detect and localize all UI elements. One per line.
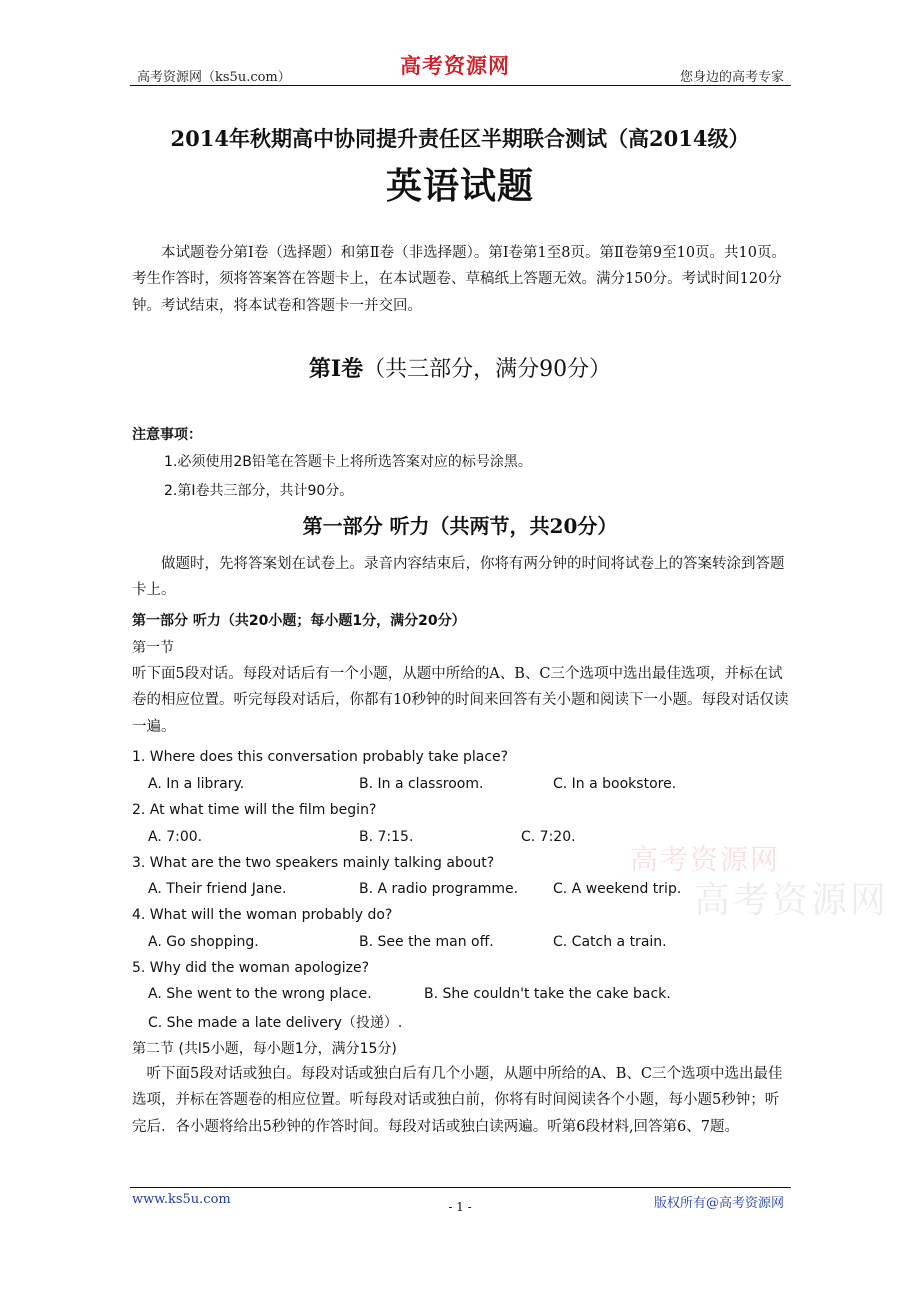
question-2-option-b: B. 7:15. [359, 829, 414, 845]
note-item-1: 1.必须使用2B铅笔在答题卡上将所选答案对应的标号涂黑。 [164, 454, 532, 470]
question-4-option-c: C. Catch a train. [553, 934, 667, 950]
question-5-option-a: A. She went to the wrong place. [148, 986, 372, 1002]
watermark-line-2: 高考资源网 [694, 880, 890, 921]
header-site-name: 高考资源网（ks5u.com） [137, 70, 291, 85]
question-3-option-c: C. A weekend trip. [553, 881, 682, 897]
part-1-instruction: 做题时，先将答案划在试卷上。录音内容结束后，你将有两分钟的时间将试卷上的答案转涂到答题卡上。 [132, 556, 785, 599]
section-a-title: 第一节 [132, 640, 174, 656]
question-1: 1. Where does this conversation probably take place? [132, 749, 509, 765]
footer-link[interactable]: www.ks5u.com [132, 1192, 231, 1207]
section-1-title-rest: （共三部分，满分90分） [363, 357, 612, 382]
part-1-summary: 第一部分 听力（共20小题；每小题1分，满分20分） [132, 613, 466, 629]
subject-title: 英语试题 [385, 165, 534, 207]
watermark-line-1: 高考资源网 [630, 843, 781, 876]
part-1-title: 第一部分 听力（共两节，共20分） [302, 514, 618, 538]
page-number: - 1 - [448, 1200, 472, 1214]
question-5: 5. Why did the woman apologize? [132, 960, 370, 976]
question-5-option-b: B. She couldn't take the cake back. [424, 986, 671, 1002]
question-1-option-c: C. In a bookstore. [553, 776, 677, 792]
question-3: 3. What are the two speakers mainly talking about? [132, 855, 495, 871]
footer-divider [130, 1187, 791, 1188]
question-5-option-c: C. She made a late delivery（投递）. [148, 1015, 403, 1031]
question-4: 4. What will the woman probably do? [132, 907, 393, 923]
question-4-option-a: A. Go shopping. [148, 934, 259, 950]
header-divider [130, 85, 791, 86]
question-2-option-c: C. 7:20. [521, 829, 576, 845]
intro-paragraph: 本试题卷分第Ⅰ卷（选择题）和第Ⅱ卷（非选择题）。第Ⅰ卷第1至8页。第Ⅱ卷第9至10页。共10页。考生作答时，须将答案答在答题卡上，在本试题卷、草稿纸上答题无效。满分150分。考试时间120分钟。考试结束，将本试卷和答题卡一并交回。 [132, 245, 786, 314]
question-2-option-a: A. 7:00. [148, 829, 203, 845]
question-3-option-b: B. A radio programme. [359, 881, 519, 897]
header-slogan: 您身边的高考专家 [679, 70, 784, 85]
note-item-2: 2.第I卷共三部分，共计90分。 [164, 483, 354, 499]
section-a-instruction: 听下面5段对话。每段对话后有一个小题，从题中所给的A、B、C三个选项中选出最佳选项，并标在试卷的相应位置。听完每段对话后，你都有10秒钟的时间来回答有关小题和阅读下一小题。每段对话仅读一遍。 [132, 666, 789, 735]
section-b-title: 第二节 (共l5小题，每小题1分，满分15分) [132, 1041, 397, 1057]
question-1-option-a: A. In a library. [148, 776, 245, 792]
section-b-instruction: 听下面5段对话或独白。每段对话或独白后有几个小题，从题中所给的A、B、C三个选项中选出最佳选项，并标在答题卷的相应位置。听每段对话或独白前，你将有时间阅读各个小题，每小题5秒钟；听完后．各小题将给出5秒钟的作答时间。每段对话或独白读两遍。听第6段材料,回答第6、7题。 [132, 1066, 783, 1135]
section-1-title-bold: 第Ⅰ卷 [308, 356, 364, 382]
question-1-option-b: B. In a classroom. [359, 776, 484, 792]
notes-heading: 注意事项： [132, 427, 202, 443]
question-3-option-a: A. Their friend Jane. [148, 881, 287, 897]
question-2: 2. At what time will the film begin? [132, 802, 377, 818]
section-1-title [0, 352, 920, 383]
footer-copyright: 版权所有@高考资源网 [653, 1196, 784, 1211]
question-4-option-b: B. See the man off. [359, 934, 494, 950]
exam-title: 2014年秋期高中协同提升责任区半期联合测试（高2014级） [170, 126, 750, 151]
header-logo: 高考资源网 [400, 53, 510, 78]
